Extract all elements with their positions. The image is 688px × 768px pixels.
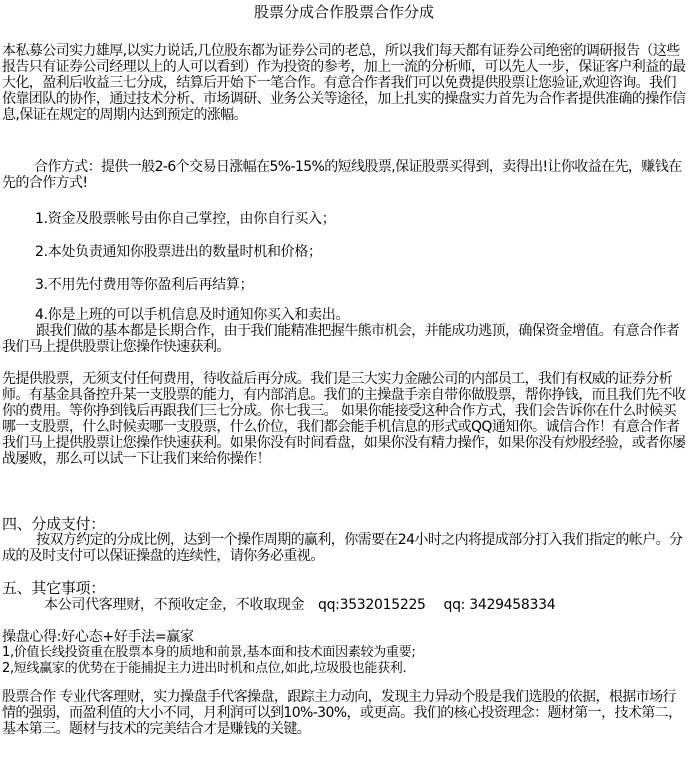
- provide-stocks-paragraph: 先提供股票，无须支付任何费用，待收益后再分成。我们是三大实力金融公司的内部员工，我们有权威的证券分析师。有基金具备控升某一支股票的能力，有内部消息。我们的主操盘手亲自带你做股票，帮你挣钱，而且我们先不收你的费用。等你挣到钱后再跟我们三七分成。你七我三。 如果你能接受这种合作方式，我们会告诉你在什么时候买哪一支股票，什么时候卖哪一支股票，什么价位，我们都会能手机信息的形式或QQ通知你。诚信合作！有意合作者我们马上提供股票让您操作快速获利。如果你没有时间看盘，如果你没有精力操作，如果你没有炒股经验，或者你屡战屡败，那么可以试一下让我们来给你操作！: [2, 371, 686, 467]
- mindset-point-1: 1,价值长线投资重在股票本身的质地和前景,基本面和技术面因素较为重要;: [2, 645, 416, 660]
- list-item-3: 3.不用先付费用等你盈利后再结算；: [35, 277, 254, 293]
- closing-paragraph: 股票合作 专业代客理财，实力操盘手代客操盘，跟踪主力动向，发现主力异动个股是我们选股的依据，根据市场行情的强弱，而盈利值的大小不同，月利润可以到10%-30%，或更高。我们的核心投资理念：题材第一，技术第二，基本第三。题材与技术的完美结合才是赚钱的关键。: [2, 689, 682, 737]
- section-4-heading: 四、分成支付：: [2, 515, 105, 533]
- cooperation-method-paragraph: 合作方式：提供一般2-6个交易日涨幅在5%-15%的短线股票,保证股票买得到，卖得出!让你收益在先，赚钱在先的合作方式!: [2, 159, 682, 191]
- list-item-1: 1.资金及股票帐号由你自己掌控，由你自行买入；: [35, 211, 336, 227]
- section-5-body: 本公司代客理财，不预收定金，不收取现金 qq:3532015225 qq: 3429458334: [44, 597, 556, 613]
- section-5-heading: 五、其它事项：: [2, 579, 105, 597]
- mindset-point-2: 2,短线赢家的优势在于能捕捉主力进出时机和点位,如此,垃圾股也能获利.: [2, 661, 407, 676]
- mindset-title: 操盘心得:好心态+好手法=赢家: [2, 629, 194, 645]
- list-item-2: 2.本处负责通知你股票进出的数量时机和价格；: [35, 244, 322, 260]
- intro-paragraph: 本私募公司实力雄厚,以实力说话,几位股东都为证券公司的老总，所以我们每天都有证券公司绝密的调研报告（这些报告只有证券公司经理以上的人可以看到）作为投资的参考，加上一流的分析师，可以先人一步，保证客户利益的最大化，盈利后收益三七分成，结算后开始下一笔合作。有意合作者我们可以免费提供股票让您验证,欢迎咨询。我们依靠团队的协作，通过技术分析、市场调研、业务公关等途径，加上扎实的操盘实力首先为合作者提供准确的操作信息,保证在规定的周期内达到预定的涨幅。: [2, 43, 686, 123]
- section-4-body: 按双方约定的分成比例，达到一个操作周期的赢利，你需要在24小时之内将提成部分打入我们指定的帐户。分成的及时支付可以保证操盘的连续性，请你务必重视。: [2, 532, 683, 564]
- list-item-4: 4.你是上班的可以手机信息及时通知你买入和卖出。: [35, 307, 350, 323]
- document-title: 股票分成合作股票合作分成: [253, 3, 434, 21]
- long-term-paragraph: 跟我们做的基本都是长期合作，由于我们能精准把握牛熊市机会，并能成功逃顶，确保资金增值。有意合作者我们马上提供股票让您操作快速获利。: [2, 323, 680, 355]
